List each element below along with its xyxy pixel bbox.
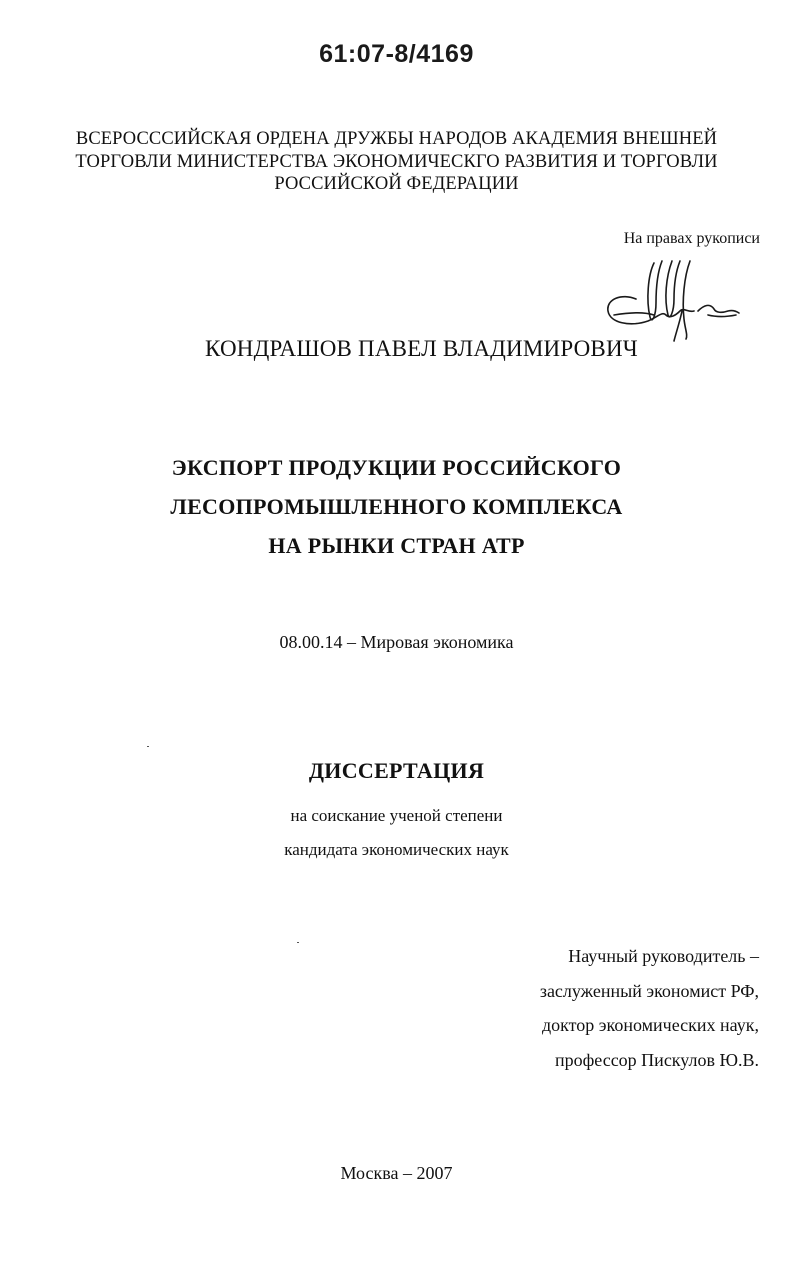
scan-speck: [297, 942, 299, 943]
supervisor-line-3: доктор экономических наук,: [542, 1015, 759, 1035]
title-line-1: ЭКСПОРТ ПРОДУКЦИИ РОССИЙСКОГО: [171, 455, 622, 480]
handwritten-signature: [596, 255, 741, 345]
specialty-code: 08.00.14 – Мировая экономика: [279, 632, 514, 652]
institution-name: [0, 128, 793, 196]
archive-code-stamp: 61:07-8/4169: [319, 40, 474, 68]
scientific-supervisor: [420, 939, 759, 1077]
scan-speck: [147, 746, 149, 747]
title-line-3: НА РЫНКИ СТРАН АТР: [268, 533, 525, 558]
institution-line-2: ТОРГОВЛИ МИНИСТЕРСТВА ЭКОНОМИЧЕСКГО РАЗВИТИЯ И ТОРГОВЛИ: [75, 151, 718, 172]
title-line-2: ЛЕСОПРОМЫШЛЕННОГО КОМПЛЕКСА: [170, 494, 623, 519]
degree-line-1: на соискание ученой степени: [290, 806, 503, 825]
author-name: КОНДРАШОВ ПАВЕЛ ВЛАДИМИРОВИЧ: [205, 336, 638, 361]
manuscript-rights-note: На правах рукописи: [623, 230, 760, 247]
degree-line-2: кандидата экономических наук: [284, 840, 509, 859]
supervisor-line-4: профессор Пискулов Ю.В.: [554, 1049, 759, 1070]
institution-line-3: РОССИЙСКОЙ ФЕДЕРАЦИИ: [274, 174, 519, 194]
degree-sought: [0, 799, 793, 867]
dissertation-title: [0, 448, 793, 565]
document-type: ДИССЕРТАЦИЯ: [308, 758, 485, 783]
supervisor-line-2: заслуженный экономист РФ,: [539, 980, 759, 1001]
institution-line-1: ВСЕРОСССИЙСКАЯ ОРДЕНА ДРУЖБЫ НАРОДОВ АКАДЕМИЯ ВНЕШНЕЙ: [75, 129, 718, 149]
supervisor-line-1: Научный руководитель –: [568, 946, 759, 966]
city-year: Москва – 2007: [340, 1163, 453, 1183]
